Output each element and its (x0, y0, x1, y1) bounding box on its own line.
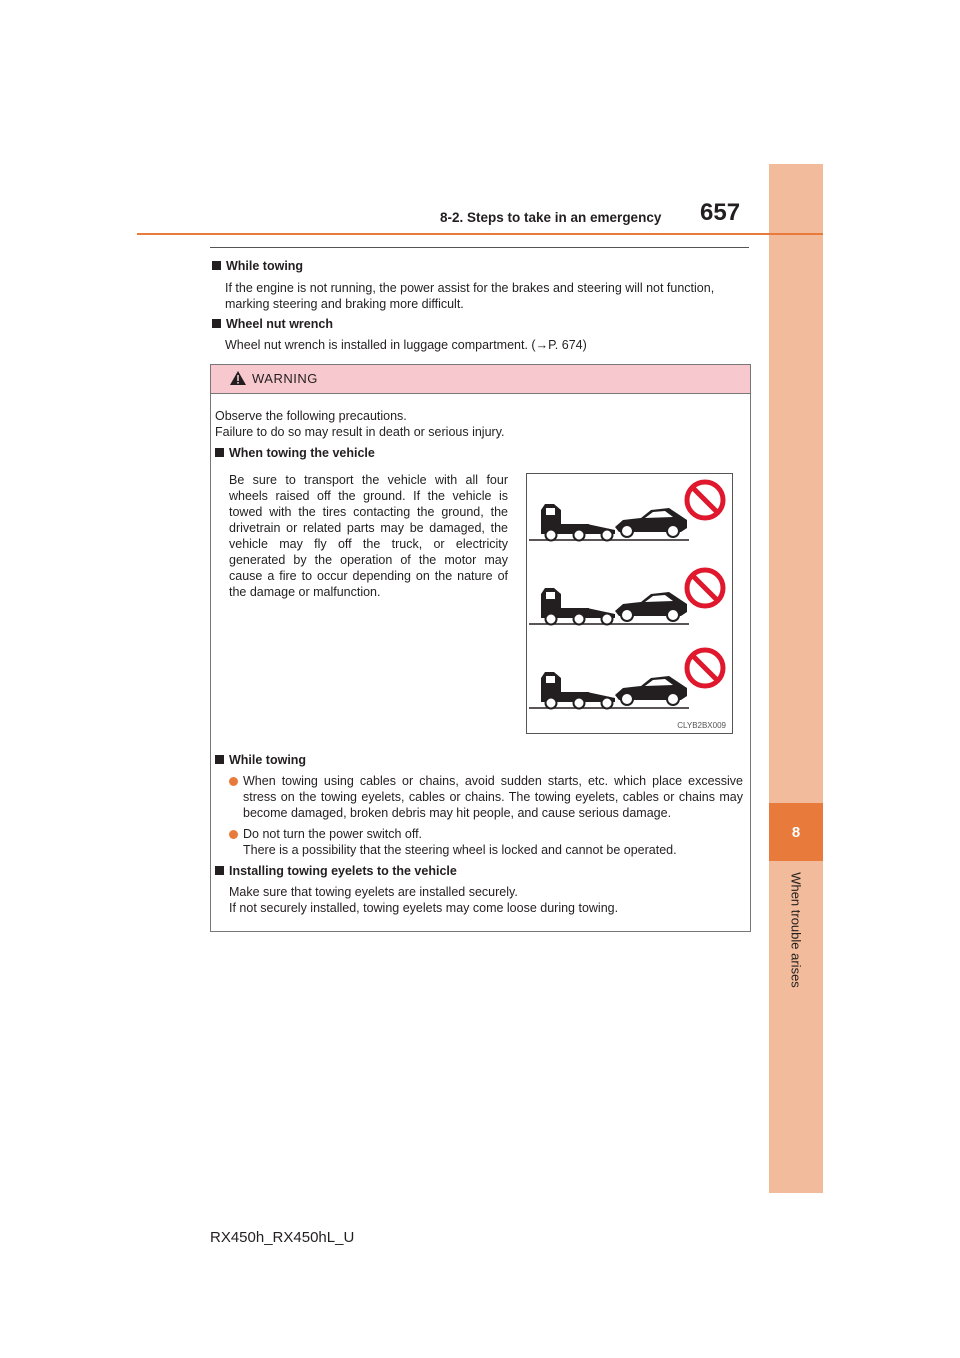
warning-text-towing-vehicle: Be sure to transport the vehicle with all four wheels raised off the ground. If the vehicle is towed with the tires contacting the ground, the drivetrain or related parts may be damaged, the vehicle may fly off the truck, or electricity generated by the operation of the motor may cause a fire to occur depending on the nature of the damage or malfunction. (229, 473, 508, 599)
tow-scene-2 (529, 570, 723, 625)
warning-eyelets-line-1: Make sure that towing eyelets are installed securely. (229, 885, 518, 899)
round-bullet-icon (229, 777, 238, 786)
prohibition-icon (687, 482, 723, 518)
square-bullet-icon (215, 448, 224, 457)
prohibition-icon (687, 570, 723, 606)
square-bullet-icon (215, 866, 224, 875)
chapter-title-tab (769, 870, 823, 1000)
intro-text-while-towing: If the engine is not running, the power assist for the brakes and steering will not function, marking steering and braking more difficult. (225, 281, 715, 311)
chapter-side-band (769, 164, 823, 1193)
figure-code: CLYB2BX009 (677, 721, 726, 730)
towing-figure-svg (527, 474, 732, 733)
chapter-number-tab[interactable] (769, 803, 823, 861)
intro-heading-while-towing: While towing (212, 259, 303, 273)
square-bullet-icon (212, 261, 221, 270)
tow-scene-1 (529, 482, 723, 541)
towing-illustration (526, 473, 733, 734)
warning-intro-line-2: Failure to do so may result in death or serious injury. (215, 425, 505, 439)
warning-heading-while-towing: While towing (215, 753, 306, 767)
round-bullet-icon (229, 830, 238, 839)
warning-title: WARNING (252, 371, 318, 386)
warning-intro-line-1: Observe the following precautions. (215, 409, 407, 423)
warning-bullet-cables: When towing using cables or chains, avoid sudden starts, etc. which place excessive stress on the towing eyelets, cables or chains. The towing eyelets, cables or chains may become damaged, broken debris may hit people, and cause serious damage. (243, 774, 743, 820)
header-divider (137, 233, 823, 235)
model-code: RX450h_RX450hL_U (210, 1229, 355, 1246)
prohibition-icon (687, 650, 723, 686)
chapter-number: 8 (791, 823, 801, 841)
intro-text-wheel-nut-wrench: Wheel nut wrench is installed in luggage compartment. (→P. 674) (225, 338, 587, 352)
tow-scene-3 (529, 650, 723, 709)
warning-heading-eyelets: Installing towing eyelets to the vehicle (215, 864, 457, 878)
section-title: 8-2. Steps to take in an emergency (440, 210, 662, 225)
warning-heading-towing-vehicle: When towing the vehicle (215, 446, 375, 460)
warning-eyelets-line-2: If not securely installed, towing eyelets may come loose during towing. (229, 901, 619, 915)
page-number: 657 (700, 199, 741, 226)
warning-bullet-power-switch-line-1: Do not turn the power switch off. (243, 827, 423, 841)
chapter-title: When trouble arises (788, 872, 804, 988)
square-bullet-icon (212, 319, 221, 328)
warning-bullet-power-switch-line-2: There is a possibility that the steering wheel is locked and cannot be operated. (243, 843, 677, 857)
square-bullet-icon (215, 755, 224, 764)
intro-heading-wheel-nut-wrench: Wheel nut wrench (212, 317, 333, 331)
content-divider (210, 247, 749, 248)
warning-triangle-icon (229, 370, 247, 386)
